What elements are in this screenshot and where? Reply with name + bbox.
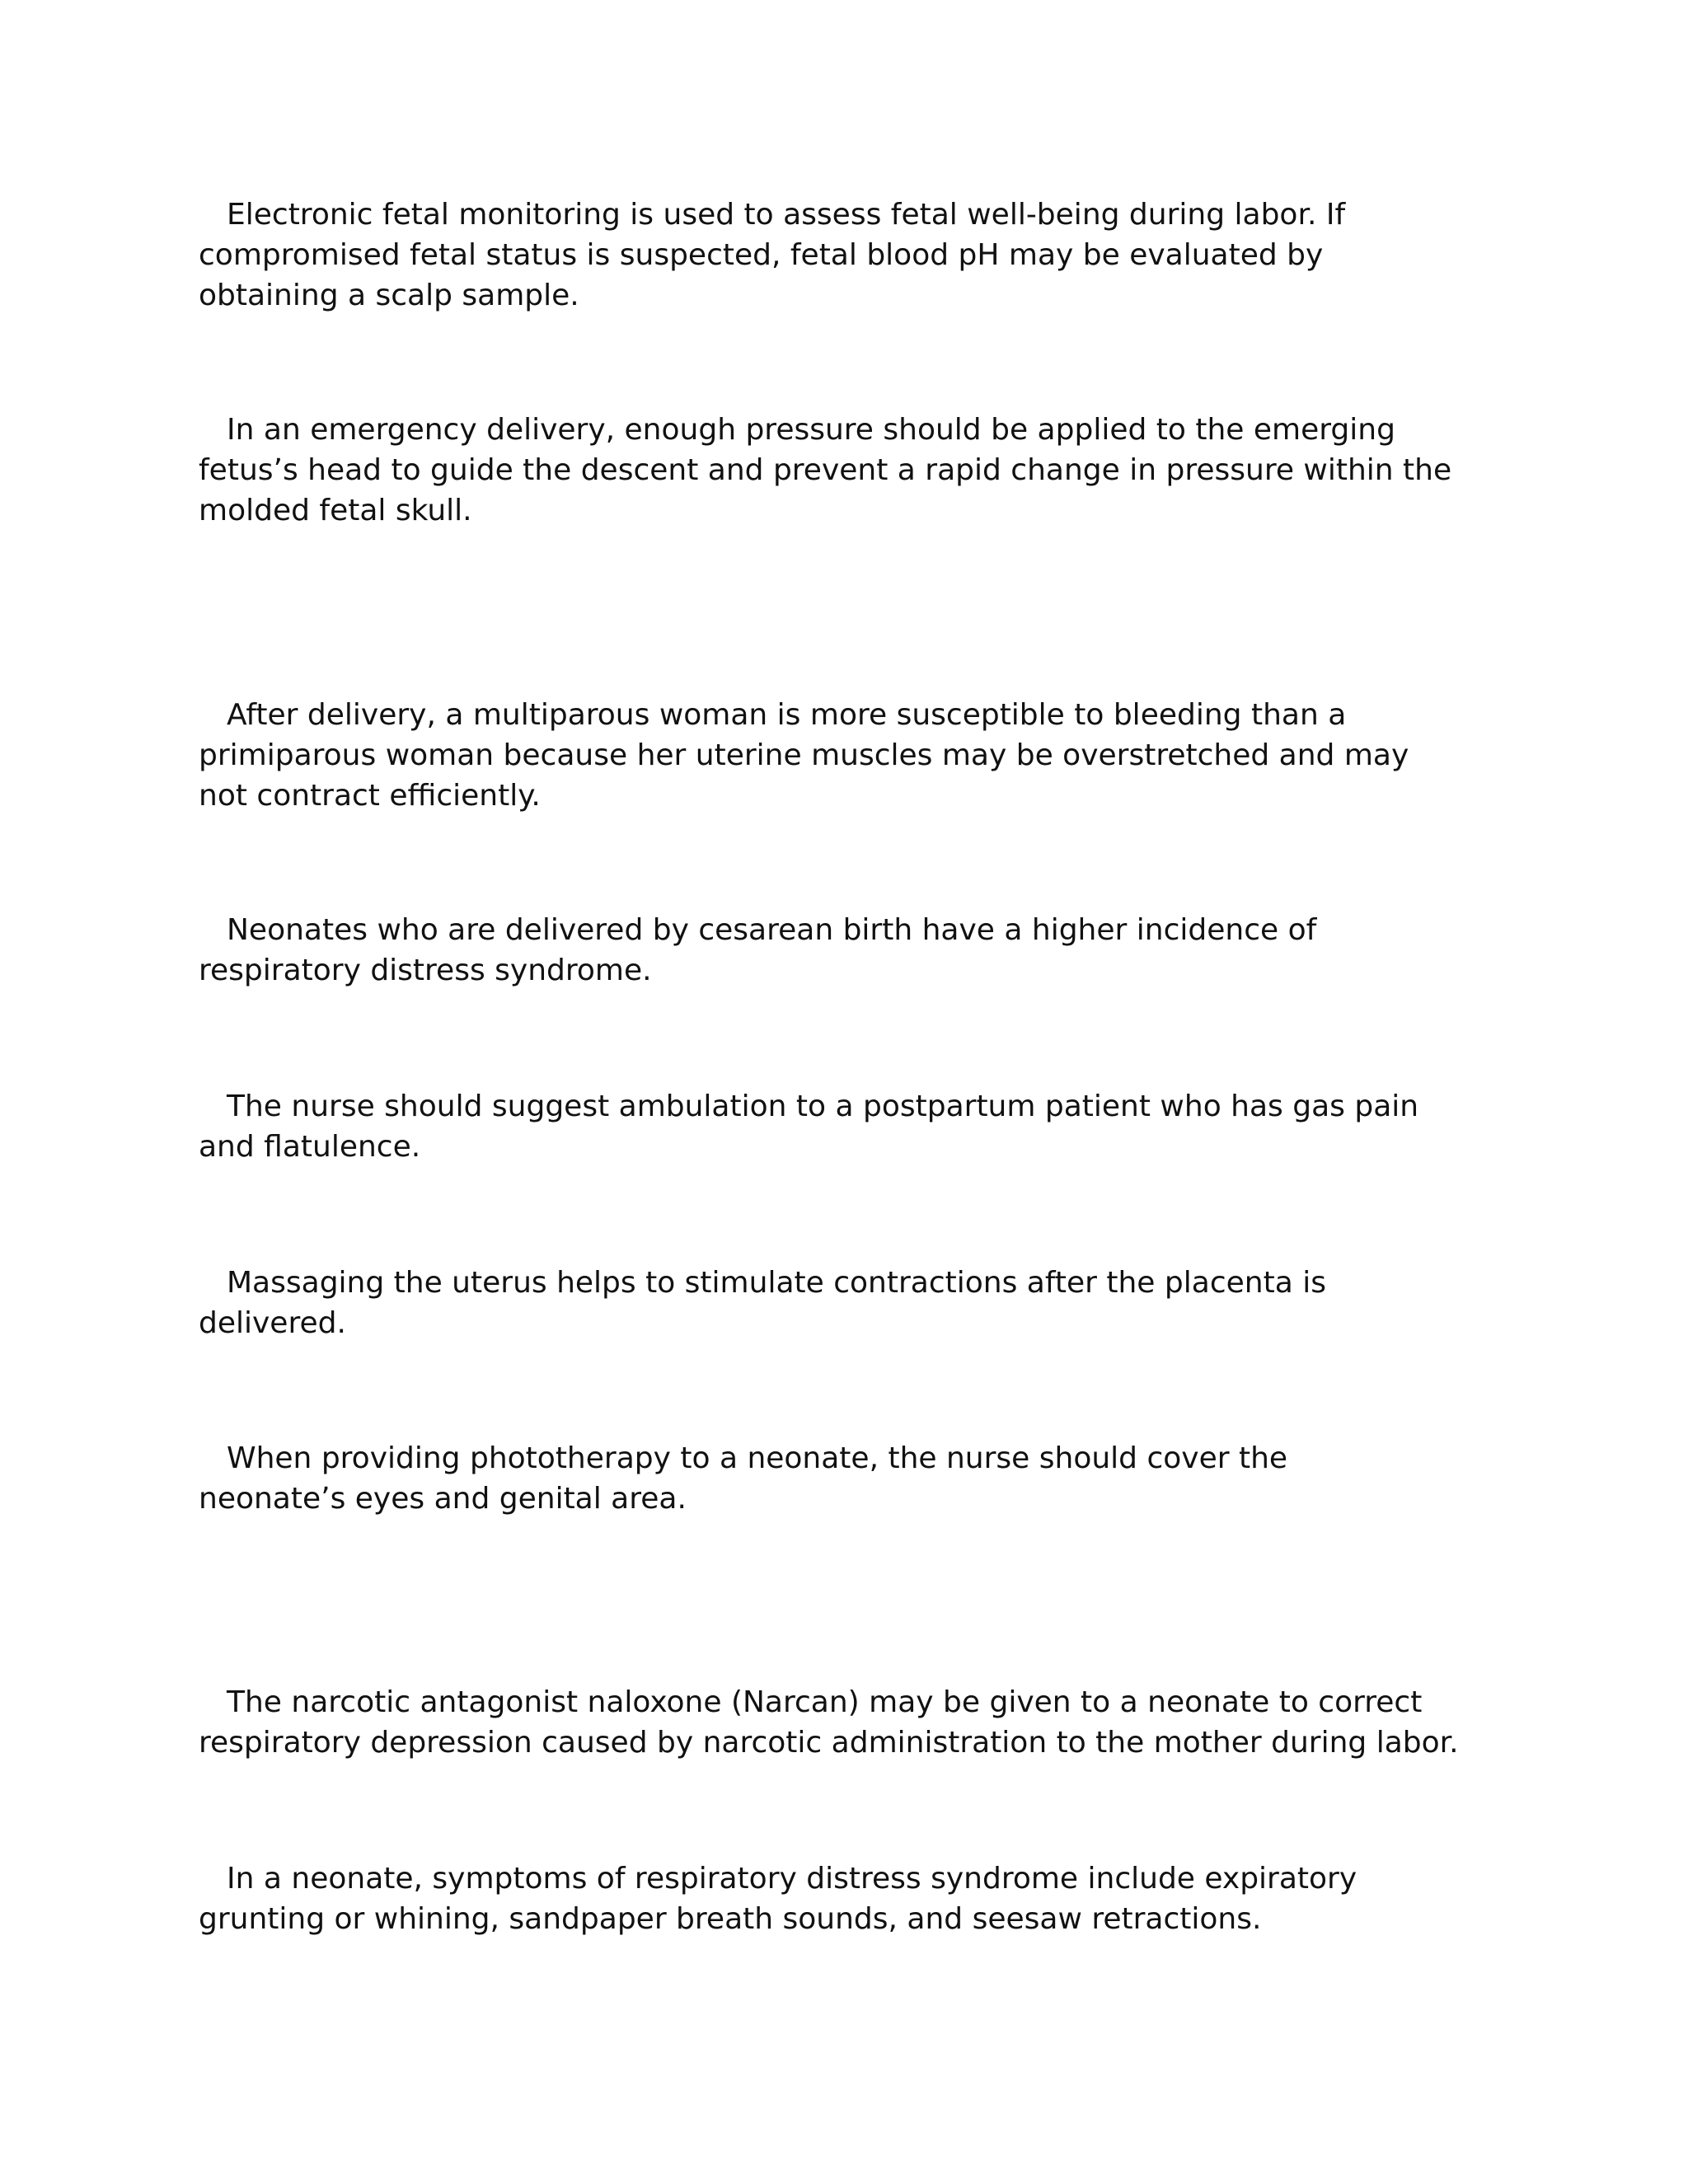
paragraph-ambulation	[199, 1086, 1517, 1167]
paragraph-line: In a neonate, symptoms of respiratory distress syndrome include expiratory	[227, 1862, 1357, 1896]
paragraph-line: delivered.	[199, 1306, 346, 1340]
paragraph-cesarean-neonates	[199, 910, 1517, 991]
paragraph-uterine-massage	[199, 1263, 1517, 1343]
paragraph-line: not contract efficiently.	[199, 779, 541, 813]
paragraph-line: compromised fetal status is suspected, fetal blood pH may be evaluated by	[199, 238, 1324, 272]
paragraph-naloxone	[199, 1682, 1517, 1763]
paragraph-phototherapy	[199, 1438, 1517, 1519]
paragraph-fetal-monitoring	[199, 194, 1517, 316]
paragraph-line: Electronic fetal monitoring is used to assess fetal well-being during labor. If	[227, 198, 1346, 232]
paragraph-line: obtaining a scalp sample.	[199, 279, 579, 312]
paragraph-line: respiratory depression caused by narcotic administration to the mother during labor.	[199, 1726, 1459, 1760]
paragraph-line: primiparous woman because her uterine muscles may be overstretched and may	[199, 738, 1409, 772]
paragraph-line: molded fetal skull.	[199, 494, 472, 527]
paragraph-line: neonate’s eyes and genital area.	[199, 1482, 687, 1516]
paragraph-line: When providing phototherapy to a neonate, the nurse should cover the	[227, 1441, 1288, 1475]
paragraph-line: fetus’s head to guide the descent and prevent a rapid change in pressure within the	[199, 453, 1452, 487]
paragraph-line: Neonates who are delivered by cesarean birth have a higher incidence of	[227, 913, 1317, 947]
paragraph-respiratory-distress	[199, 1858, 1517, 1939]
paragraph-line: After delivery, a multiparous woman is more susceptible to bleeding than a	[227, 698, 1347, 732]
paragraph-emergency-delivery	[199, 410, 1517, 531]
paragraph-line: grunting or whining, sandpaper breath sounds, and seesaw retractions.	[199, 1902, 1262, 1936]
paragraph-line: and flatulence.	[199, 1130, 421, 1164]
paragraph-line: In an emergency delivery, enough pressure should be applied to the emerging	[227, 413, 1395, 447]
paragraph-multiparous-bleeding	[199, 695, 1517, 816]
paragraph-line: respiratory distress syndrome.	[199, 954, 652, 987]
paragraph-line: The narcotic antagonist naloxone (Narcan) may be given to a neonate to correct	[227, 1685, 1423, 1719]
paragraph-line: Massaging the uterus helps to stimulate contractions after the placenta is	[227, 1266, 1326, 1300]
paragraph-line: The nurse should suggest ambulation to a postpartum patient who has gas pain	[227, 1090, 1419, 1123]
